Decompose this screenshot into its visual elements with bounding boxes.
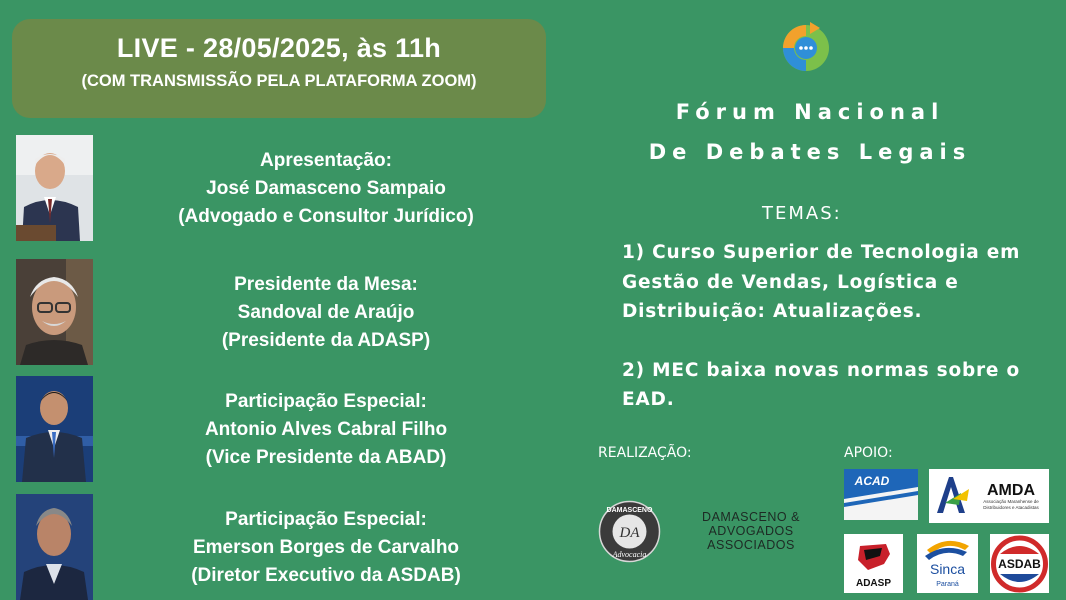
speaker-photo-4: [16, 494, 93, 600]
amda-logo: [929, 469, 1049, 523]
adasp-logo: [844, 534, 903, 593]
seal-initials: DA: [619, 525, 640, 541]
tema-2-line2: EAD.: [622, 389, 675, 410]
speaker-photo-1: [16, 135, 93, 241]
live-title: LIVE - 28/05/2025, às 11h: [116, 33, 442, 63]
sinca-subtext: Paraná: [936, 581, 959, 588]
speaker-text-3: [106, 388, 546, 472]
realizacao-label: REALIZAÇÃO:: [598, 445, 692, 461]
seal-script: Advocacia: [612, 550, 647, 559]
damasceno-seal-logo: [598, 500, 661, 563]
speaker-2: [16, 259, 546, 365]
speaker-role: Participação Especial:: [225, 391, 427, 412]
temas-list: [622, 238, 1062, 415]
speaker-title: (Presidente da ADASP): [221, 330, 431, 351]
tema-1-line3: Distribuição: Atualizações.: [622, 301, 923, 322]
speaker-name: Antonio Alves Cabral Filho: [204, 419, 448, 440]
tema-2-line1: 2) MEC baixa novas normas sobre o: [622, 359, 1021, 381]
speaker-role: Presidente da Mesa:: [234, 274, 418, 295]
speaker-name: Sandoval de Araújo: [237, 302, 415, 323]
speaker-3: [16, 376, 546, 482]
seal-text: DAMASCENO: [606, 507, 653, 514]
apoio-label: APOIO:: [844, 445, 893, 461]
asdab-text: ASDAB: [998, 557, 1041, 571]
firm-line-1: DAMASCENO &: [702, 510, 800, 524]
speaker-1: [16, 135, 546, 241]
damasceno-firm-name: [686, 510, 816, 552]
speaker-title: (Vice Presidente da ABAD): [205, 447, 447, 468]
speaker-title: (Diretor Executivo da ASDAB): [191, 565, 461, 586]
acad-text: ACAD: [854, 474, 890, 488]
amda-subtext: Associação Maranhense de Distribuidores e Atacadistas: [983, 499, 1039, 510]
asdab-logo: [990, 534, 1049, 593]
speaker-4: [16, 494, 546, 600]
speaker-name: Emerson Borges de Carvalho: [192, 537, 460, 558]
amda-text: AMDA: [987, 482, 1035, 499]
live-subtitle: (COM TRANSMISSÃO PELA PLATAFORMA ZOOM): [81, 72, 477, 90]
forum-logo-icon: [780, 20, 832, 74]
speaker-title: (Advogado e Consultor Jurídico): [178, 206, 474, 227]
speaker-role: Participação Especial:: [225, 509, 427, 530]
speaker-photo-3: [16, 376, 93, 482]
sinca-text: Sinca: [929, 561, 966, 577]
speaker-text-1: [106, 147, 546, 231]
forum-title-line2: De Debates Legais: [648, 140, 972, 164]
firm-line-2: ADVOGADOS: [708, 524, 794, 538]
speaker-photo-2: [16, 259, 93, 365]
firm-line-3: ASSOCIADOS: [707, 538, 795, 552]
forum-title: [620, 92, 1000, 172]
tema-1-line1: 1) Curso Superior de Tecnologia em: [622, 242, 1021, 263]
sinca-logo: [917, 534, 978, 593]
speaker-name: José Damasceno Sampaio: [206, 178, 446, 199]
live-banner: [12, 19, 546, 118]
speaker-text-4: [106, 506, 546, 590]
forum-title-line1: Fórum Nacional: [675, 100, 945, 124]
speaker-text-2: [106, 271, 546, 355]
acad-logo: [844, 469, 918, 520]
adasp-text: ADASP: [855, 578, 892, 589]
tema-1-line2: Gestão de Vendas, Logística e: [622, 271, 959, 293]
speaker-role: Apresentação:: [260, 150, 392, 171]
temas-label: TEMAS:: [762, 203, 842, 224]
